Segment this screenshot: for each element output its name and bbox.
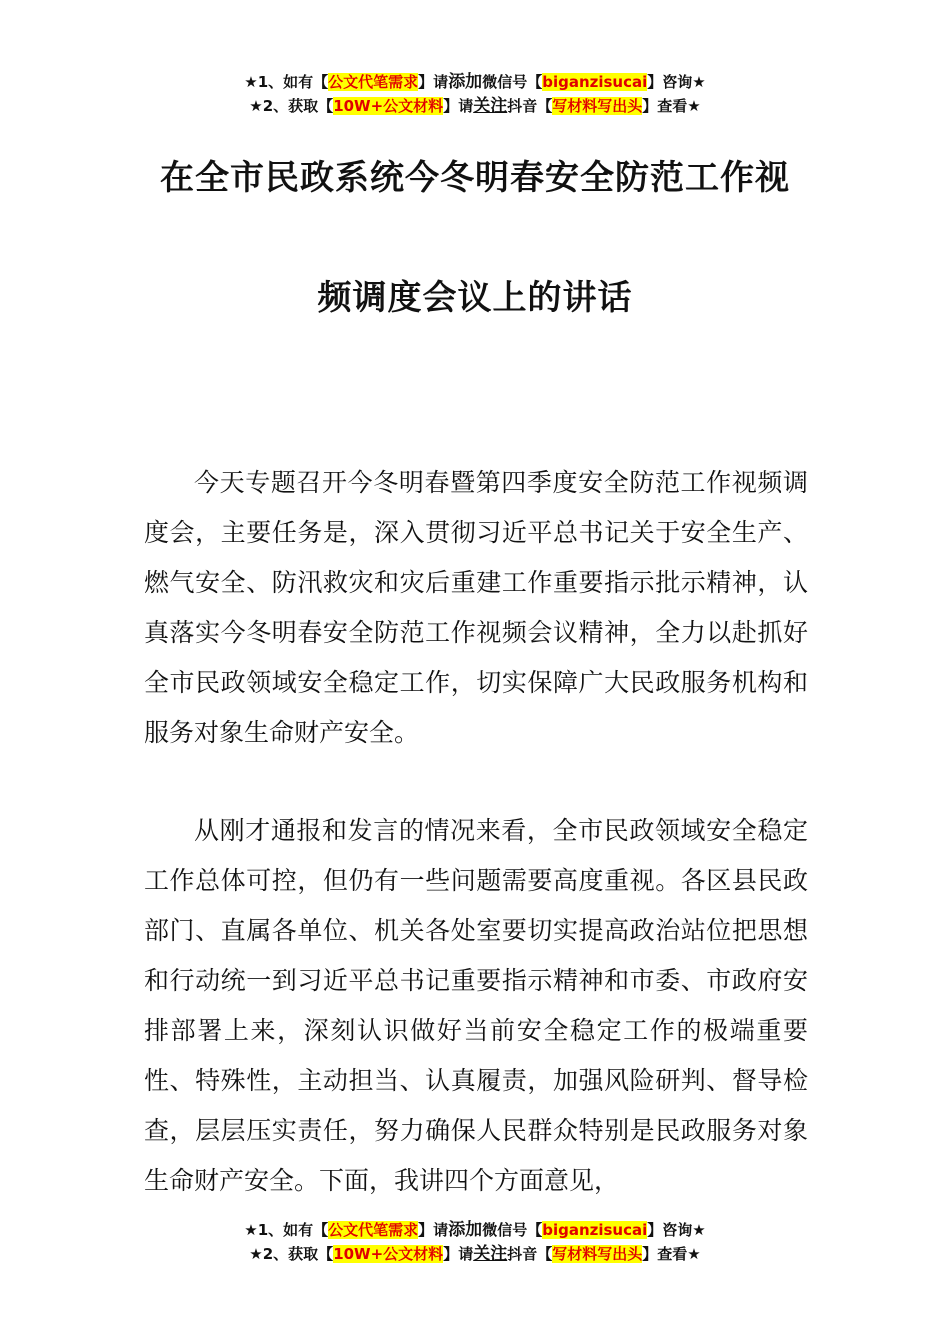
footer-highlight-materials: 10W+公文材料: [333, 1245, 444, 1263]
banner-highlight-materials: 10W+公文材料: [333, 97, 444, 115]
footer-banner-line-1: ★1、如有【公文代笔需求】请添加微信号【biganzisucai】咨询★: [244, 1220, 706, 1240]
body-paragraph-1: 今天专题召开今冬明春暨第四季度安全防范工作视频调度会，主要任务是，深入贯彻习近平总书记关于安全生产、燃气安全、防汛救灾和灾后重建工作重要指示批示精神，认真落实今冬明春安全防范工作视频会议精神，全力以赴抓好全市民政领域安全稳定工作，切实保障广大民政服务机构和服务对象生命财产安全。: [144, 468, 808, 747]
footer-highlight-service: 公文代笔需求: [328, 1221, 419, 1239]
footer-banner-line-2: ★2、获取【10W+公文材料】请关注抖音【写材料写出头】查看★: [249, 1244, 701, 1264]
footer-highlight-douyin: 写材料写出头: [552, 1245, 643, 1263]
banner-line-1: ★1、如有【公文代笔需求】请添加微信号【biganzisucai】咨询★: [244, 72, 706, 92]
document-title-line-1: 在全市民政系统今冬明春安全防范工作视: [160, 158, 790, 198]
banner-highlight-service: 公文代笔需求: [328, 73, 419, 91]
document-title-line-2: 频调度会议上的讲话: [317, 278, 633, 318]
banner-highlight-douyin: 写材料写出头: [552, 97, 643, 115]
banner-highlight-wechat-id: biganzisucai: [542, 73, 648, 91]
footer-highlight-wechat-id: biganzisucai: [542, 1221, 648, 1239]
footer-banner: [0, 1218, 950, 1266]
header-banner: [0, 70, 950, 118]
body-paragraph-2: 从刚才通报和发言的情况来看，全市民政领域安全稳定工作总体可控，但仍有一些问题需要高度重视。各区县民政部门、直属各单位、机关各处室要切实提高政治站位把思想和行动统一到习近平总书记重要指示精神和市委、市政府安排部署上来，深刻认识做好当前安全稳定工作的极端重要性、特殊性，主动担当、认真履责，加强风险研判、督导检查，层层压实责任，努力确保人民群众特别是民政服务对象生命财产安全。下面，我讲四个方面意见，: [144, 816, 808, 1195]
banner-line-2: ★2、获取【10W+公文材料】请关注抖音【写材料写出头】查看★: [249, 96, 701, 116]
